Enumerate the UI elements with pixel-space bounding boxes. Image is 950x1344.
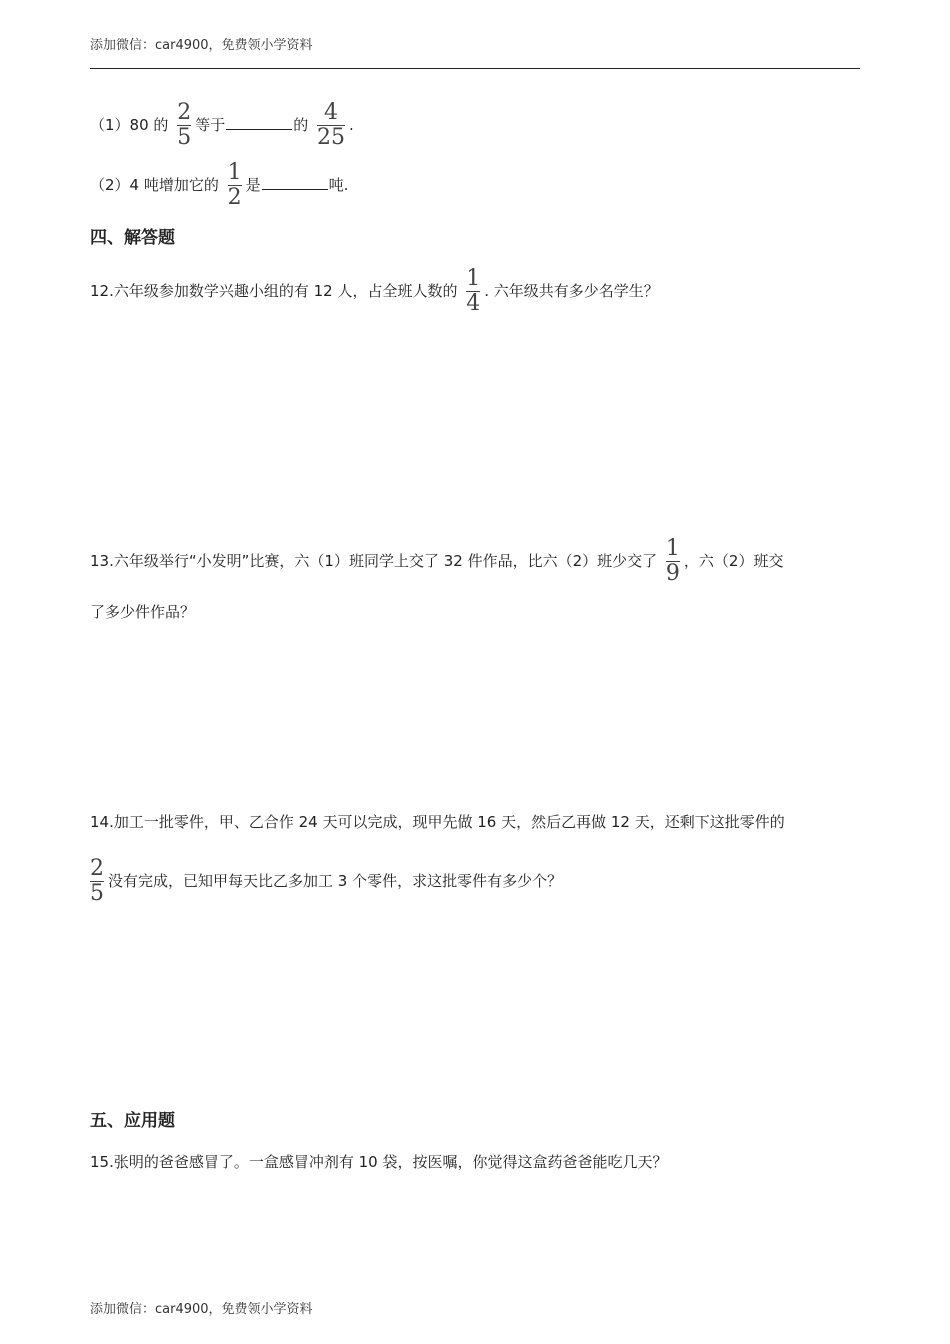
section-title-5: 五、应用题 (90, 1111, 175, 1131)
q11-part2: （2）4 吨增加它的 $\frac{1}{2}$ 是 吨. (90, 160, 349, 210)
fraction-2-5: $\frac{2}{5}$ (90, 856, 104, 906)
fraction-2-5: $\frac{2}{5}$ (177, 100, 192, 150)
fraction-1-2: $\frac{1}{2}$ (227, 160, 242, 210)
q11-p1-prefix: （1）80 的 (90, 116, 169, 134)
q11-part1: （1）80 的 $\frac{2}{5}$ 等于 的 $\frac{4}{25}$ . (90, 100, 354, 150)
question-13-line2: 了多少件作品？ (90, 603, 196, 621)
question-14-line2: $\frac{2}{5}$ 没有完成，已知甲每天比乙多加工 3 个零件，求这批零件有多少个？ (90, 856, 563, 906)
q11-p1-mid: 等于 (195, 116, 226, 134)
fraction-4-25: $\frac{4}{25}$ (317, 100, 345, 150)
q11-p1-after-blank: 的 (293, 116, 309, 134)
page-header: 添加微信：car4900，免费领小学资料 (90, 38, 313, 53)
question-15: 15.张明的爸爸感冒了。一盒感冒冲剂有 10 袋，按医嘱，你觉得这盒药爸爸能吃几天？ (90, 1153, 668, 1171)
section-title-4: 四、解答题 (90, 228, 175, 248)
question-14-line1: 14.加工一批零件，甲、乙合作 24 天可以完成，现甲先做 16 天，然后乙再做 12 天，还剩下这批零件的 (90, 813, 785, 831)
header-rule (90, 68, 860, 69)
page-footer: 添加微信：car4900，免费领小学资料 (90, 1302, 313, 1317)
question-13-line1: 13.六年级举行“小发明”比赛，六（1）班同学上交了 32 件作品，比六（2）班少交了 $\frac{1}{9}$ ，六（2）班交 (90, 536, 784, 586)
answer-blank[interactable] (262, 175, 328, 190)
q11-p2-prefix: （2）4 吨增加它的 (90, 176, 219, 194)
fraction-1-9: $\frac{1}{9}$ (665, 536, 680, 586)
fraction-1-4: $\frac{1}{4}$ (466, 266, 481, 316)
question-12: 12.六年级参加数学兴趣小组的有 12 人，占全班人数的 $\frac{1}{4}$ . 六年级共有多少名学生？ (90, 266, 659, 316)
answer-blank[interactable] (226, 115, 292, 130)
